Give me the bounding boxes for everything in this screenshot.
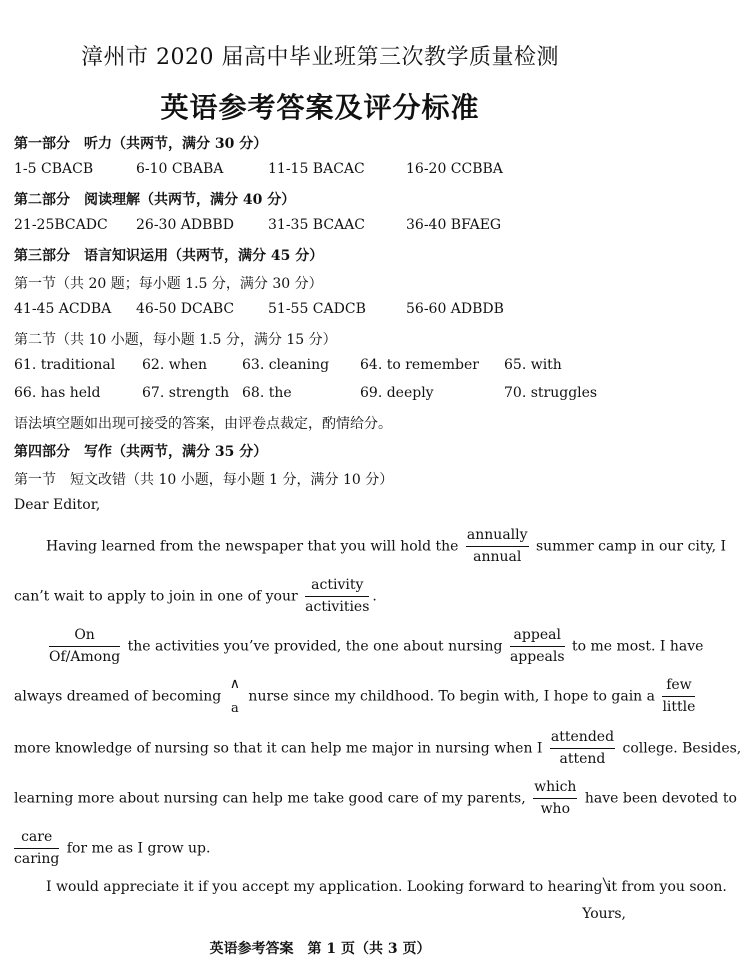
page-footer: 英语参考答案 第 1 页（共 3 页） bbox=[209, 941, 431, 957]
correction-new: annually bbox=[466, 526, 529, 547]
fill-answer: 65. with bbox=[504, 357, 562, 373]
correction-new: On bbox=[49, 626, 120, 647]
letter-text: the activities you’ve provided, the one about nursing bbox=[127, 638, 503, 655]
fill-answer: 62. when bbox=[142, 357, 208, 373]
fill-answer: 64. to remember bbox=[360, 357, 479, 373]
letter-text: Having learned from the newspaper that you will hold the bbox=[46, 538, 459, 555]
letter-text: nurse since my childhood. To begin with, I hope to gain a bbox=[248, 688, 655, 705]
deleted-word: it bbox=[606, 879, 618, 895]
answer-group: 26-30 ADBBD bbox=[136, 217, 234, 233]
correction bbox=[305, 576, 369, 617]
fill-answer: 61. traditional bbox=[14, 357, 116, 373]
correction-original: activities bbox=[305, 598, 370, 615]
correction-new: which bbox=[533, 778, 577, 799]
letter-salutation: Dear Editor, bbox=[14, 497, 101, 513]
fill-answer: 70. struggles bbox=[504, 385, 598, 401]
letter-text: for me as I grow up. bbox=[66, 840, 211, 857]
letter-line bbox=[46, 879, 727, 895]
fill-answer: 68. the bbox=[242, 385, 292, 401]
answer-group: 31-35 BCAAC bbox=[268, 217, 366, 233]
part3-section2-heading: 第二节（共 10 小题，每小题 1.5 分，满分 15 分） bbox=[14, 332, 337, 348]
letter-line bbox=[14, 828, 210, 869]
correction-new: appeal bbox=[510, 626, 565, 647]
letter-text: I would appreciate it if you accept my application. Looking forward to hearing bbox=[46, 879, 603, 895]
letter-text: learning more about nursing can help me take good care of my parents, bbox=[14, 790, 526, 807]
answer-group: 1-5 CBACB bbox=[14, 161, 94, 177]
answer-group: 56-60 ADBDB bbox=[406, 301, 504, 317]
correction bbox=[466, 526, 529, 567]
correction bbox=[550, 728, 615, 769]
grading-note: 语法填空题如出现可接受的答案，由评卷点裁定，酌情给分。 bbox=[14, 416, 392, 432]
letter-line bbox=[14, 778, 737, 819]
answer-group: 6-10 CBABA bbox=[136, 161, 224, 177]
correction-original: caring bbox=[14, 850, 60, 867]
answer-group: 41-45 ACDBA bbox=[14, 301, 112, 317]
letter-line bbox=[46, 526, 726, 567]
correction bbox=[510, 626, 565, 667]
letter-line bbox=[14, 576, 377, 617]
part1-heading: 第一部分 听力（共两节，满分 30 分） bbox=[14, 136, 268, 152]
part2-heading: 第二部分 阅读理解（共两节，满分 40 分） bbox=[14, 192, 296, 208]
letter-text: . bbox=[372, 588, 377, 605]
caret-icon: ∧ bbox=[229, 676, 240, 693]
correction-insert: a bbox=[230, 700, 239, 716]
letter-text: more knowledge of nursing so that it can help me major in nursing when I bbox=[14, 740, 543, 757]
letter-text: can’t wait to apply to join in one of your bbox=[14, 588, 298, 605]
letter-line bbox=[46, 626, 703, 667]
fill-answer: 67. strength bbox=[142, 385, 230, 401]
correction bbox=[533, 778, 577, 819]
fill-answer: 63. cleaning bbox=[242, 357, 330, 373]
part3-section1-heading: 第一节（共 20 题；每小题 1.5 分，满分 30 分） bbox=[14, 276, 323, 292]
correction-new: attended bbox=[550, 728, 615, 749]
letter-text: have been devoted to bbox=[584, 790, 737, 807]
correction-original: annual bbox=[473, 548, 522, 565]
part4-section1-heading: 第一节 短文改错（共 10 小题，每小题 1 分，满分 10 分） bbox=[14, 472, 394, 488]
letter-line bbox=[14, 676, 698, 717]
document-subtitle: 英语参考答案及评分标准 bbox=[160, 91, 480, 124]
answer-group: 21-25BCADC bbox=[14, 217, 108, 233]
answer-group: 51-55 CADCB bbox=[268, 301, 366, 317]
letter-closing: Yours, bbox=[582, 906, 626, 922]
letter-text: from you soon. bbox=[621, 879, 727, 895]
answer-group: 36-40 BFAEG bbox=[406, 217, 502, 233]
fill-answer: 66. has held bbox=[14, 385, 101, 401]
correction bbox=[662, 676, 695, 717]
letter-text: college. Besides, bbox=[622, 740, 741, 757]
correction-new: few bbox=[662, 676, 695, 697]
correction-original: attend bbox=[559, 750, 606, 767]
answer-group: 16-20 CCBBA bbox=[406, 161, 503, 177]
correction bbox=[49, 626, 120, 667]
correction-original: little bbox=[662, 698, 696, 715]
correction bbox=[14, 828, 59, 869]
correction-new: activity bbox=[305, 576, 369, 597]
fill-answer: 69. deeply bbox=[360, 385, 434, 401]
correction-original: who bbox=[540, 800, 570, 817]
part3-heading: 第三部分 语言知识运用（共两节，满分 45 分） bbox=[14, 248, 324, 264]
part4-heading: 第四部分 写作（共两节，满分 35 分） bbox=[14, 444, 268, 460]
correction-original: Of/Among bbox=[49, 648, 121, 665]
correction-new: care bbox=[14, 828, 59, 849]
letter-text: to me most. I have bbox=[571, 638, 704, 655]
answer-group: 46-50 DCABC bbox=[136, 301, 235, 317]
insertion-mark bbox=[230, 676, 240, 716]
exam-title: 漳州市 2020 届高中毕业班第三次教学质量检测 bbox=[81, 45, 559, 70]
answer-group: 11-15 BACAC bbox=[268, 161, 365, 177]
correction-original: appeals bbox=[509, 648, 565, 665]
letter-line bbox=[14, 728, 741, 769]
letter-text: always dreamed of becoming bbox=[14, 688, 222, 705]
letter-text: summer camp in our city, I bbox=[535, 538, 726, 555]
